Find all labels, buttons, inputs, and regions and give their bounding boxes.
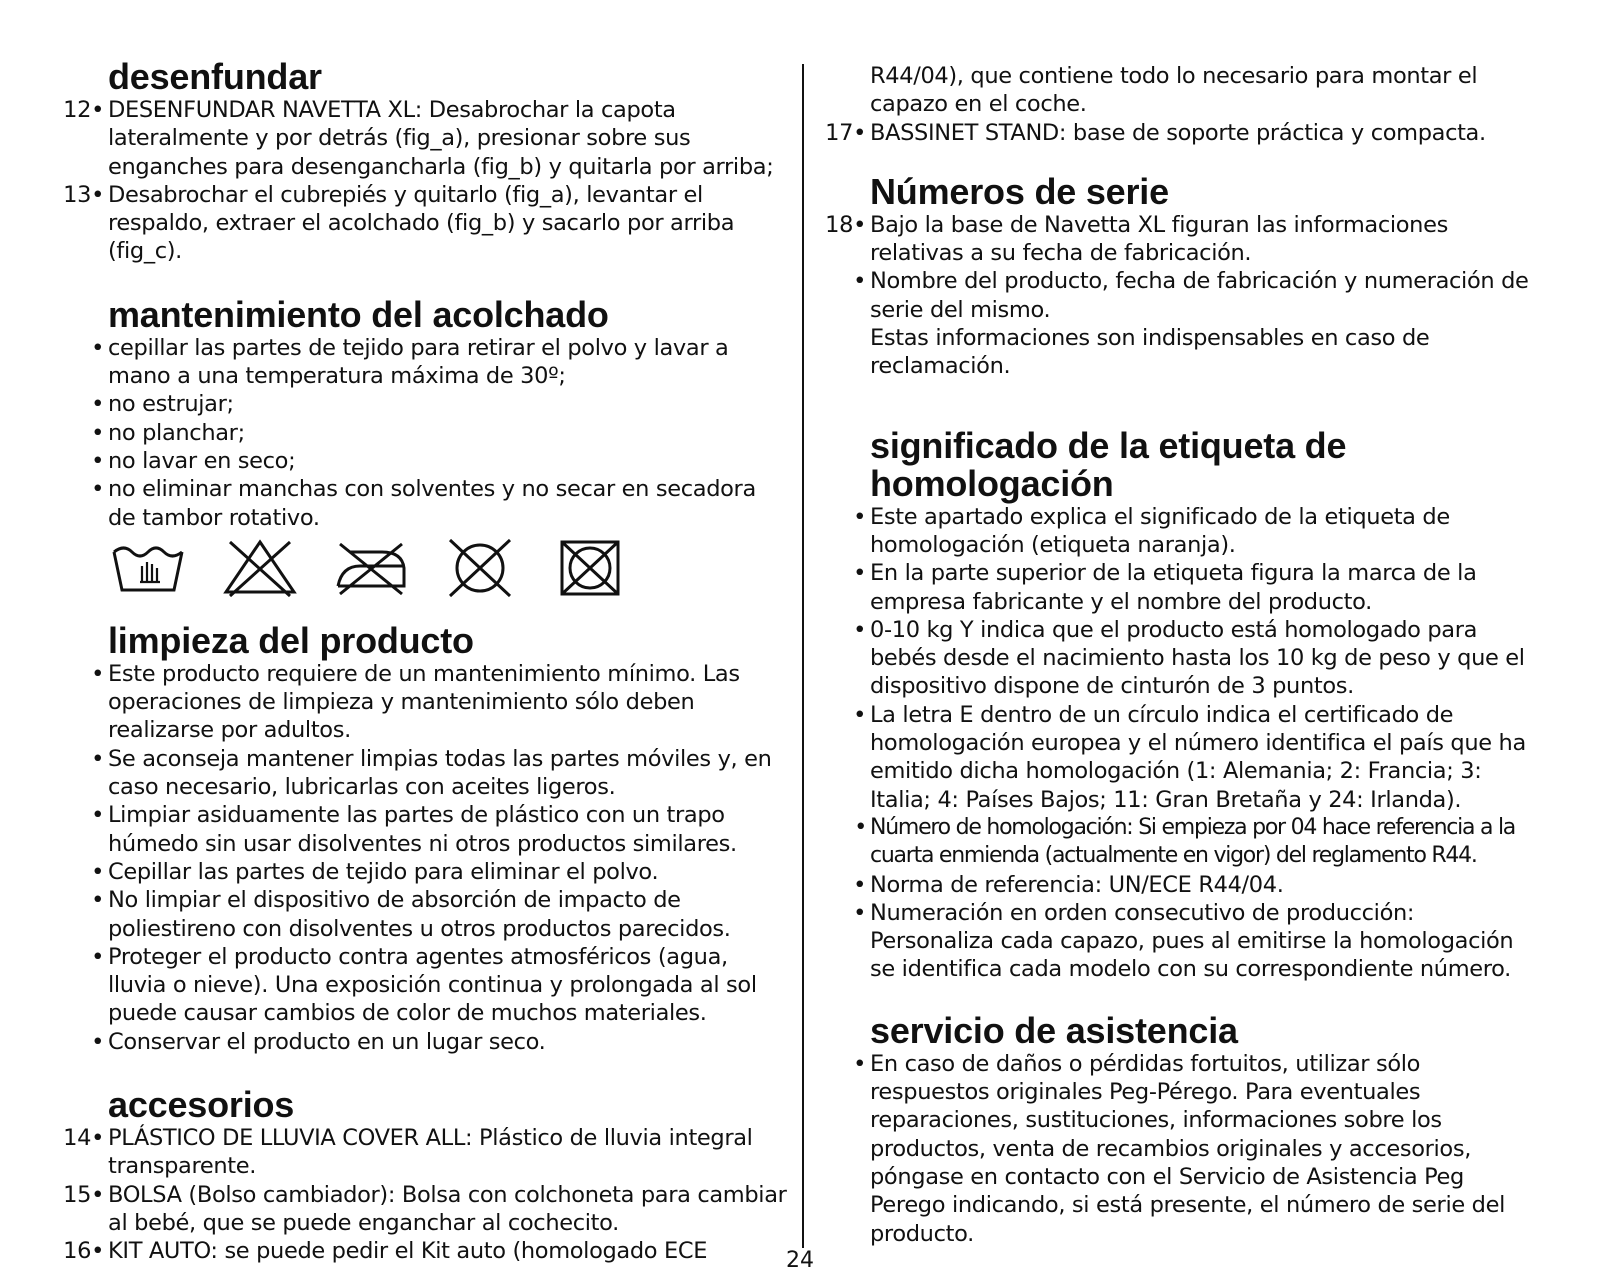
heading-limpieza: limpieza del producto bbox=[108, 619, 474, 661]
list-item: • No limpiar el dispositivo de absorción de impacto de poliestireno con disolventes u otros productos parecidos. bbox=[91, 887, 731, 942]
left-column bbox=[60, 58, 790, 1266]
list-item: • no planchar; bbox=[91, 419, 245, 446]
list-item: 18• Bajo la base de Navetta XL figuran las informaciones relativas a su fecha de fabricación. bbox=[825, 211, 1448, 267]
list-item: • cepillar las partes de tejido para retirar el polvo y lavar a mano a una temperatura máxima de 30º; bbox=[91, 334, 729, 390]
list-item: • Nombre del producto, fecha de fabricación y numeración de serie del mismo. bbox=[853, 268, 1529, 323]
list-item: • Conservar el producto en un lugar seco. bbox=[91, 1028, 546, 1055]
stand-list bbox=[822, 119, 1542, 147]
list-item: 17• BASSINET STAND: base de soporte práctica y compacta. bbox=[825, 119, 1486, 146]
page-number: 24 bbox=[786, 1248, 814, 1273]
heading-mantenimiento: mantenimiento del acolchado bbox=[108, 293, 609, 335]
list-item: • no estrujar; bbox=[91, 391, 234, 418]
list-item: • 0-10 kg Y indica que el producto está homologado para bebés desde el nacimiento hasta los 10 kg de peso y que el dispositivo dispone de cinturón de 3 puntos. bbox=[853, 616, 1525, 700]
etiqueta-list bbox=[822, 503, 1542, 984]
list-item: • La letra E dentro de un círculo indica el certificado de homologación europea y el número identifica el país que ha emitido dicha homologación (1: Alemania; 2: Francia; 3: Italia; 4: Países Bajos; 11: Gran Bretaña y 24: Irlanda). bbox=[853, 701, 1526, 813]
no-dry-clean-icon bbox=[440, 538, 520, 598]
list-item: • Este apartado explica el significado de la etiqueta de homologación (etiqueta naranja). bbox=[853, 503, 1450, 558]
right-column bbox=[822, 62, 1542, 1248]
list-item: • no eliminar manchas con solventes y no secar en secadora de tambor rotativo. bbox=[91, 476, 756, 531]
list-item: • En caso de daños o pérdidas fortuitos, utilizar sólo respuestos originales Peg-Pérego. Para eventuales reparaciones, sustituciones, informaciones sobre los productos, venta de recambios originales y accesorios, póngase en contacto con el Servicio de Asistencia Peg Perego indicando, si está presente, el número de serie del producto. bbox=[853, 1050, 1505, 1247]
list-item: • En la parte superior de la etiqueta figura la marca de la empresa fabricante y el nombre del producto. bbox=[853, 560, 1477, 615]
limpieza-list bbox=[60, 660, 790, 1056]
list-item: 14• PLÁSTICO DE LLUVIA COVER ALL: Plástico de lluvia integral transparente. bbox=[63, 1125, 753, 1180]
list-item: • no lavar en seco; bbox=[91, 447, 296, 474]
no-iron-icon bbox=[330, 538, 410, 598]
no-bleach-icon bbox=[220, 538, 300, 598]
hand-wash-icon bbox=[110, 538, 190, 598]
accesorios-list bbox=[60, 1124, 790, 1265]
heading-accesorios: accesorios bbox=[108, 1084, 295, 1126]
asistencia-list bbox=[822, 1050, 1542, 1248]
serie-list bbox=[822, 211, 1542, 324]
care-symbols bbox=[60, 538, 790, 602]
list-item: 13• Desabrochar el cubrepiés y quitarlo (fig_a), levantar el respaldo, extraer el acolchado (fig_b) y sacarlo por arriba (fig_c). bbox=[63, 181, 735, 265]
list-item: • Se aconseja mantener limpias todas las partes móviles y, en caso necesario, lubricarlas con aceites ligeros. bbox=[91, 745, 772, 801]
heading-etiqueta: significado de la etiqueta de homologación bbox=[870, 424, 1347, 504]
heading-asistencia: servicio de asistencia bbox=[870, 1009, 1238, 1051]
column-divider bbox=[802, 64, 804, 1248]
list-item: • Número de homologación: Si empieza por 04 hace referencia a la cuarta enmienda (actualmente en vigor) del reglamento R44. bbox=[854, 814, 1516, 869]
mantenimiento-list bbox=[60, 334, 790, 532]
desenfundar-list bbox=[60, 96, 790, 266]
list-item: • Numeración en orden consecutivo de producción: Personaliza cada capazo, pues al emitirse la homologación se identifica cada modelo con su correspondiente número. bbox=[853, 899, 1514, 983]
list-item: • Proteger el producto contra agentes atmosféricos (agua, lluvia o nieve). Una exposición continua y prolongada al sol puede causar cambios de color de muchos materiales. bbox=[91, 943, 757, 1027]
list-item: • Este producto requiere de un mantenimiento mínimo. Las operaciones de limpieza y mantenimiento sólo deben realizarse por adultos. bbox=[91, 660, 740, 744]
heading-desenfundar: desenfundar bbox=[108, 56, 322, 97]
serie-note: Estas informaciones son indispensables en caso de reclamación. bbox=[870, 325, 1430, 380]
list-item: 12• DESENFUNDAR NAVETTA XL: Desabrochar la capota lateralmente y por detrás (fig_a), presionar sobre sus enganches para desengancharla (fig_b) y quitarla por arriba; bbox=[63, 97, 774, 180]
list-item: 15• BOLSA (Bolso cambiador): Bolsa con colchoneta para cambiar al bebé, que se puede enganchar al cochecito. bbox=[63, 1181, 787, 1236]
list-item: • Norma de referencia: UN/ECE R44/04. bbox=[853, 871, 1284, 898]
list-item: • Limpiar asiduamente las partes de plástico con un trapo húmedo sin usar disolventes ni otros productos similares. bbox=[91, 802, 737, 857]
list-item: • Cepillar las partes de tejido para eliminar el polvo. bbox=[91, 858, 659, 885]
continuation-text: R44/04), que contiene todo lo necesario para montar el capazo en el coche. bbox=[870, 63, 1478, 118]
list-item: 16• KIT AUTO: se puede pedir el Kit auto (homologado ECE bbox=[63, 1238, 708, 1265]
heading-numeros-serie: Números de serie bbox=[870, 170, 1169, 212]
no-tumble-dry-icon bbox=[550, 538, 630, 598]
